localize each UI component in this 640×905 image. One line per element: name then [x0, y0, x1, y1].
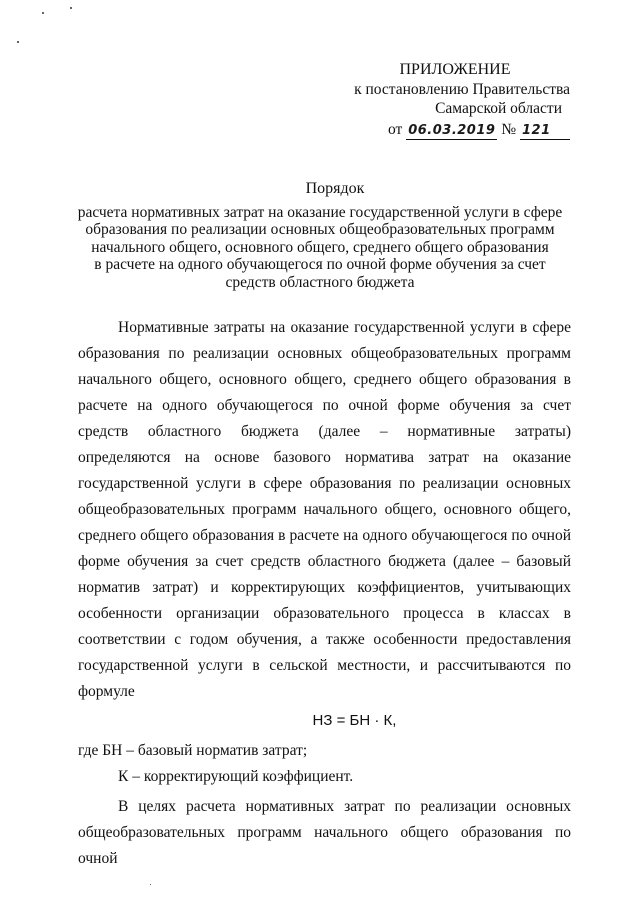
- appendix-date-line: [310, 120, 570, 140]
- formula-where-line: где БН – базовый норматив затрат;: [78, 742, 308, 759]
- body-paragraph-2: В целях расчета нормативных затрат по реализации основных общеобразовательных программ начального общего образования по очной: [78, 798, 571, 867]
- title-line-2: образования по реализации основных общеобразовательных программ: [85, 221, 555, 238]
- formula-k-line: К – корректирующий коэффициент.: [118, 768, 354, 785]
- title-line-4: в расчете на одного обучающегося по очной форме обучения за счет: [94, 256, 546, 273]
- title-line-1: расчета нормативных затрат на оказание государственной услуги в сфере: [77, 203, 563, 221]
- handwritten-number: 121: [520, 123, 570, 140]
- scan-speck: [17, 41, 19, 43]
- appendix-resolution-line: к постановлению Правительства: [354, 80, 570, 98]
- scan-speck: [42, 12, 44, 14]
- document-body: [78, 315, 571, 872]
- order-title-block: [70, 180, 570, 291]
- date-prefix: от: [388, 120, 403, 138]
- scan-speck: [150, 884, 151, 885]
- formula: НЗ = БН · К,: [312, 712, 397, 729]
- appendix-region-line: Самарской области: [435, 100, 562, 117]
- appendix-heading: ПРИЛОЖЕНИЕ: [399, 61, 511, 78]
- number-prefix: №: [501, 120, 517, 138]
- handwritten-date: 06.03.2019: [408, 122, 496, 138]
- appendix-block: [310, 60, 570, 140]
- body-paragraph-1: Нормативные затраты на оказание государственной услуги в сфере образования по реализации основных общеобразовательных программ начального общего, основного общего, среднего общего образования в расчете на одного обучающегося по очной форме обучения за счет средств областного бюджета (далее – нормативные затраты) определяются на основе базового норматива затрат на оказание государственной услуги в сфере образования по реализации основных общеобразовательных программ начального общего, основного общего, среднего общего образования в расчете на одного обучающегося по очной форме обучения за счет средств областного бюджета (далее – базовый норматив затрат) и корректирующих коэффициентов, учитывающих особенности организации образовательного процесса в классах в соответствии с годом обучения, а также особенности предоставления государственной услуги в сельской местности, и рассчитываются по формуле: [78, 319, 571, 700]
- order-title: Порядок: [305, 180, 365, 197]
- title-line-5: средств областного бюджета: [225, 273, 415, 291]
- scan-speck: [70, 7, 72, 9]
- title-line-3: начального общего, основного общего, среднего общего образования: [91, 238, 549, 256]
